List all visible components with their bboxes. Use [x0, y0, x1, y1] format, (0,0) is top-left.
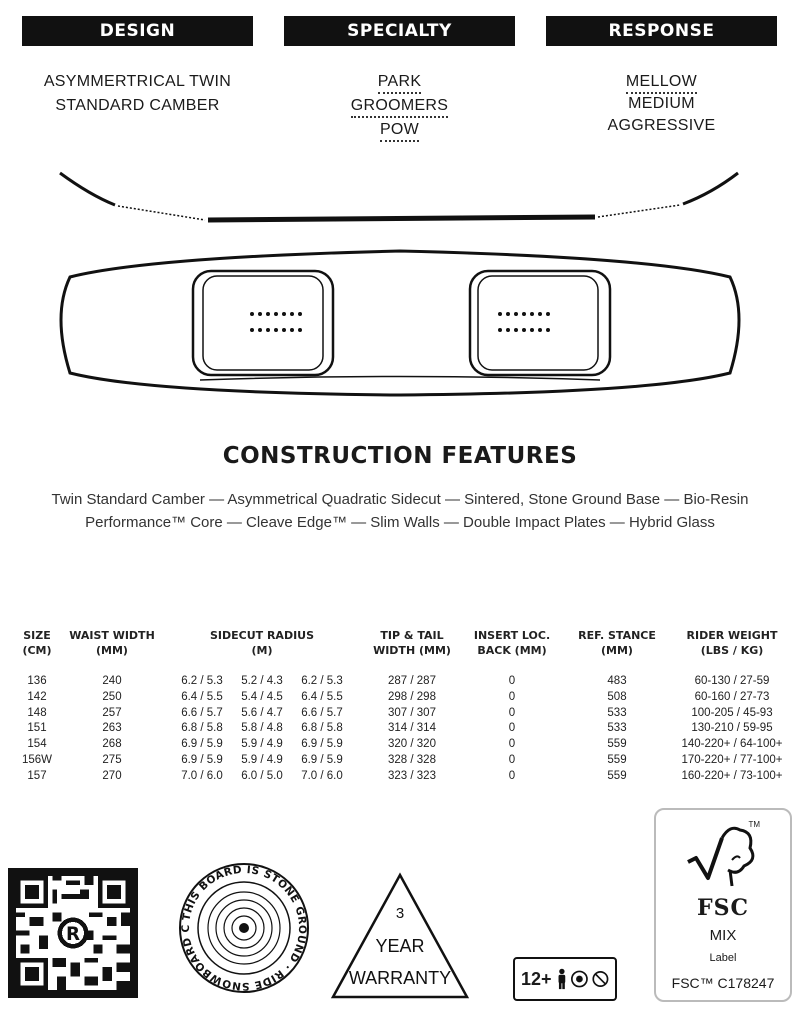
- fsc-label-text: Label: [709, 952, 737, 964]
- svg-text:R: R: [65, 923, 81, 945]
- sidecut-value: 6.9 / 5.9: [181, 738, 223, 751]
- cell-stance: 559: [607, 769, 627, 782]
- stone-ground-seal: [176, 860, 312, 996]
- fsc-mix: MIX: [709, 927, 737, 944]
- col-waist-width: WAIST WIDTH (MM): [69, 629, 155, 657]
- cell-sidecut: [162, 753, 362, 769]
- specs-table: [12, 628, 792, 785]
- cell-waist: 268: [102, 738, 122, 751]
- age-rating-badge: [513, 957, 617, 1001]
- cell-tip-tail: 314 / 314: [388, 722, 436, 735]
- spec-row: [12, 769, 792, 785]
- fsc-code: FSC™ C178247: [671, 975, 775, 991]
- sidecut-value: 5.9 / 4.9: [241, 753, 283, 766]
- cell-waist: 257: [102, 706, 122, 719]
- design-header: DESIGN: [22, 16, 253, 46]
- cell-stance: 559: [607, 753, 627, 766]
- construction-line-1: Twin Standard Camber — Asymmetrical Quadratic Sidecut — Sintered, Stone Ground Base — Bio-Resin: [51, 491, 749, 508]
- spec-row: [12, 690, 792, 706]
- sidecut-value: 6.4 / 5.5: [181, 690, 223, 703]
- cell-insert: 0: [508, 675, 516, 687]
- cell-sidecut: [162, 769, 362, 785]
- board-top-view-illustration: [0, 245, 800, 405]
- fsc-trademark: TM: [748, 820, 760, 829]
- cell-stance: 483: [607, 675, 627, 687]
- cell-size: 136: [27, 675, 47, 687]
- cell-size: 154: [27, 738, 47, 751]
- sidecut-value: 6.8 / 5.8: [301, 722, 343, 735]
- warranty-line-1: YEAR: [375, 936, 425, 956]
- spec-row: [12, 737, 792, 753]
- specialty-item: PARK: [284, 70, 515, 94]
- sidecut-value: 7.0 / 6.0: [181, 769, 223, 782]
- sidecut-value: 6.9 / 5.9: [181, 753, 223, 766]
- sidecut-value: 6.2 / 5.3: [301, 675, 343, 687]
- sidecut-value: 5.8 / 4.8: [241, 722, 283, 735]
- response-header: RESPONSE: [546, 16, 777, 46]
- spec-row: [12, 706, 792, 722]
- cell-tip-tail: 298 / 298: [388, 690, 436, 703]
- sidecut-value: 5.9 / 4.9: [241, 738, 283, 751]
- cell-sidecut: [162, 721, 362, 737]
- sidecut-value: 6.0 / 5.0: [241, 769, 283, 782]
- construction-features-text: [20, 488, 780, 534]
- seal-text: THIS BOARD IS STONE GROUND · RIDE SNOWBOARD C: [179, 863, 309, 993]
- warranty-number: 3: [395, 905, 405, 922]
- sidecut-value: 5.4 / 4.5: [241, 690, 283, 703]
- sidecut-value: 6.6 / 5.7: [181, 706, 223, 719]
- cell-tip-tail: 307 / 307: [388, 706, 436, 719]
- sidecut-value: 5.2 / 4.3: [241, 675, 283, 687]
- qr-code[interactable]: [8, 868, 138, 998]
- cell-insert: 0: [508, 722, 516, 735]
- sidecut-value: 6.4 / 5.5: [301, 690, 343, 703]
- col-rider-weight: RIDER WEIGHT (LBS / KG): [686, 629, 778, 657]
- spec-row: [12, 753, 792, 769]
- cell-insert: 0: [508, 769, 516, 782]
- cell-waist: 270: [102, 769, 122, 782]
- specialty-item: GROOMERS: [284, 94, 515, 118]
- cell-weight: 100-205 / 45-93: [691, 706, 773, 719]
- design-line-1: ASYMMERTRICAL TWIN: [43, 73, 232, 90]
- person-icon: [556, 966, 568, 992]
- col-size: SIZE (CM): [22, 629, 52, 657]
- cell-stance: 533: [607, 722, 627, 735]
- sidecut-value: 7.0 / 6.0: [301, 769, 343, 782]
- construction-line-2: Performance™ Core — Cleave Edge™ — Slim Walls — Double Impact Plates — Hybrid Glass: [85, 514, 715, 531]
- cell-stance: 559: [607, 738, 627, 751]
- camber-profile-illustration: [0, 165, 800, 225]
- cell-tip-tail: 287 / 287: [388, 675, 436, 687]
- sidecut-value: 6.8 / 5.8: [181, 722, 223, 735]
- sidecut-value: 6.9 / 5.9: [301, 753, 343, 766]
- cell-size: 151: [27, 722, 47, 735]
- cell-size: 142: [27, 690, 47, 703]
- specialty-header: SPECIALTY: [284, 16, 515, 46]
- cell-weight: 170-220+ / 77-100+: [681, 753, 783, 766]
- cell-size: 156W: [21, 753, 53, 766]
- cell-sidecut: [162, 674, 362, 690]
- spec-row: [12, 674, 792, 690]
- cell-waist: 263: [102, 722, 122, 735]
- col-tip-tail-width: TIP & TAIL WIDTH (MM): [373, 629, 451, 657]
- cell-weight: 140-220+ / 64-100+: [681, 738, 783, 751]
- specialty-column: [284, 70, 515, 142]
- cell-waist: 275: [102, 753, 122, 766]
- sidecut-value: 6.9 / 5.9: [301, 738, 343, 751]
- warranty-badge: [330, 872, 470, 1000]
- cell-waist: 250: [102, 690, 122, 703]
- response-item: AGGRESSIVE: [607, 117, 716, 134]
- col-insert-loc: INSERT LOC. BACK (MM): [473, 629, 551, 657]
- fsc-name: FSC: [696, 895, 750, 921]
- cell-sidecut: [162, 706, 362, 722]
- fsc-label: [654, 808, 792, 1002]
- helmet-icon: [571, 969, 588, 989]
- cell-waist: 240: [102, 675, 122, 687]
- specs-header-row: [12, 628, 792, 674]
- response-item: MELLOW: [546, 70, 777, 92]
- cell-insert: 0: [508, 690, 516, 703]
- col-ref-stance: REF. STANCE (MM): [578, 629, 656, 657]
- cell-stance: 533: [607, 706, 627, 719]
- cell-tip-tail: 320 / 320: [388, 738, 436, 751]
- response-item: MEDIUM: [628, 95, 695, 112]
- spec-row: [12, 721, 792, 737]
- cell-size: 157: [27, 769, 47, 782]
- specialty-item: POW: [284, 118, 515, 142]
- cell-stance: 508: [607, 690, 627, 703]
- cell-tip-tail: 323 / 323: [388, 769, 436, 782]
- sidecut-value: 6.6 / 5.7: [301, 706, 343, 719]
- construction-features-title: CONSTRUCTION FEATURES: [222, 443, 578, 469]
- cell-insert: 0: [508, 753, 516, 766]
- warranty-line-2: WARRANTY: [348, 968, 452, 988]
- design-line-2: STANDARD CAMBER: [55, 97, 220, 114]
- design-column: [22, 70, 253, 118]
- cell-insert: 0: [508, 738, 516, 751]
- cell-tip-tail: 328 / 328: [388, 753, 436, 766]
- cell-weight: 160-220+ / 73-100+: [681, 769, 783, 782]
- cell-weight: 60-160 / 27-73: [694, 690, 770, 703]
- cell-sidecut: [162, 737, 362, 753]
- sidecut-value: 6.2 / 5.3: [181, 675, 223, 687]
- age-label: 12+: [521, 968, 552, 989]
- cell-sidecut: [162, 690, 362, 706]
- fsc-tree-logo: [682, 820, 762, 890]
- cell-weight: 60-130 / 27-59: [694, 675, 770, 687]
- cell-insert: 0: [508, 706, 516, 719]
- col-sidecut-radius: SIDECUT RADIUS (M): [209, 629, 315, 657]
- cell-weight: 130-210 / 59-95: [691, 722, 773, 735]
- no-pictogram-icon: [592, 969, 609, 989]
- response-column: [546, 70, 777, 136]
- sidecut-value: 5.6 / 4.7: [241, 706, 283, 719]
- cell-size: 148: [27, 706, 47, 719]
